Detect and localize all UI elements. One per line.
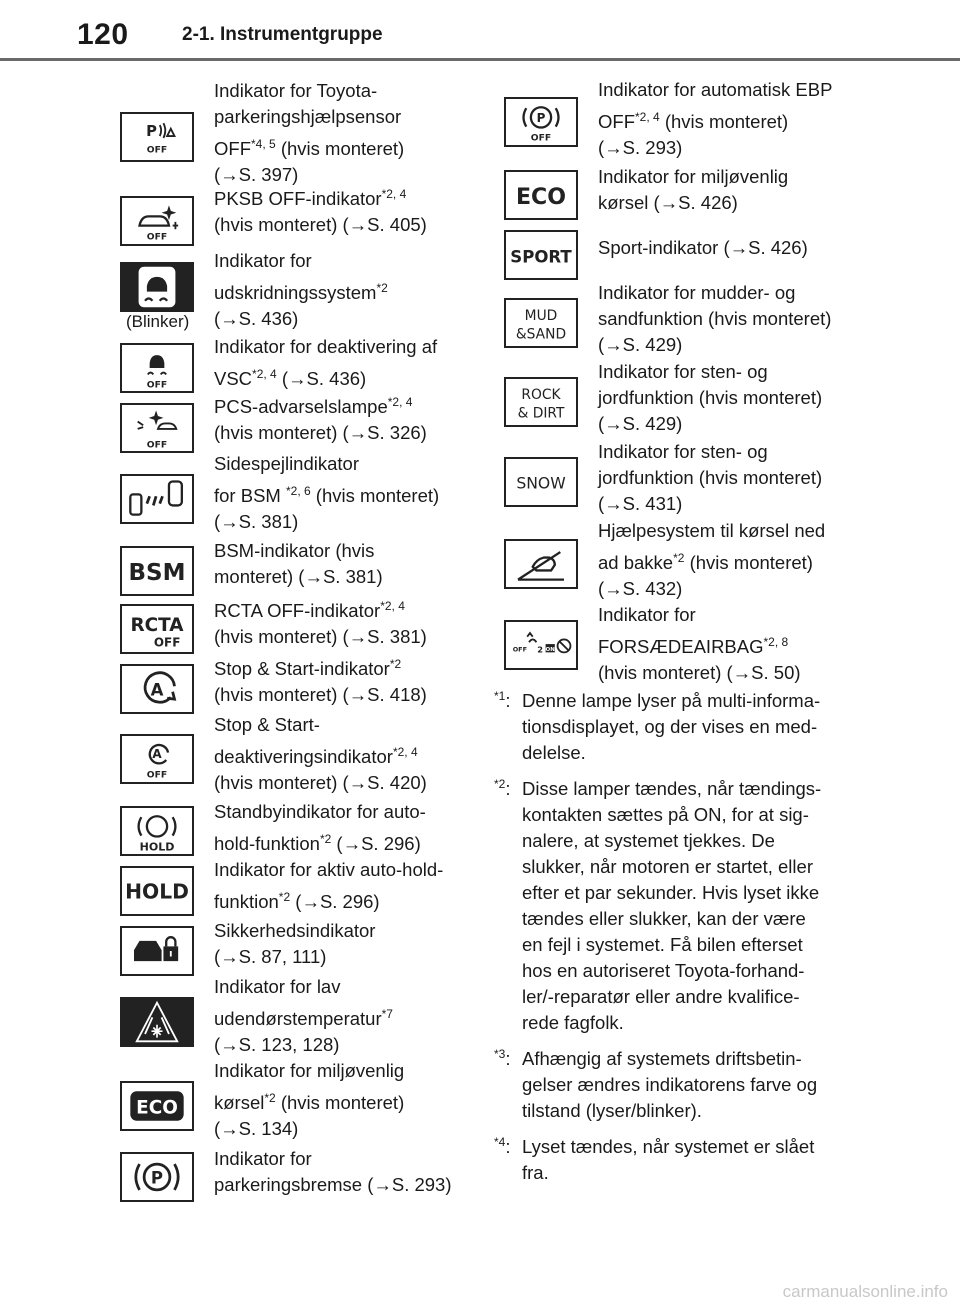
description-line [214,889,443,915]
description-line [214,212,427,238]
rock-dirt-icon [504,377,578,427]
footnote-reference: *2 [389,657,402,671]
indicator-description [598,602,801,686]
indicator-description [598,518,825,602]
icon-label: HOLD [139,840,175,854]
description-line [214,624,427,650]
footnote-reference: *2, 8 [763,635,789,649]
pcs-warning-icon [120,403,194,453]
description-line [214,334,437,360]
sport-mode-icon [504,230,578,280]
icon-label: OFF [146,439,168,451]
text-segment: hold-funktion [214,833,320,854]
text-segment: (→S. 397) [214,164,299,185]
description-line [214,1058,404,1084]
description-line [214,306,388,332]
description-line [598,576,825,602]
page-number: 120 [77,18,129,51]
footnote-line: gelser ændres indikatorens farve og [522,1074,818,1095]
description-line [214,1006,393,1032]
footnote-reference: *4, 5 [251,137,276,151]
footnote-line: nalere, at systemet tjekkes. De [522,830,775,851]
text-segment: (→S. 436) [214,308,299,329]
footnote-reference: *2, 4 [635,110,660,124]
low-temperature-icon [120,997,194,1047]
description-line [214,1090,404,1116]
text-segment: Indikator for sten- og [598,361,768,382]
indicator-description [214,656,427,708]
svg-text:OFF [513,645,527,653]
text-segment: kørsel (→S. 426) [598,192,738,213]
text-segment: (→S. 432) [598,578,683,599]
auto-hold-active-icon [120,866,194,916]
pksb-off-icon [120,196,194,246]
icon-label: SPORT [510,247,572,267]
icon-label: OFF [146,231,168,243]
footnote-label: $^{*3}$: [494,1047,511,1069]
icon-label: &SAND [515,326,567,343]
description-line [598,77,832,103]
footnote-label: $^{*4}$: [494,1135,511,1157]
description-line [598,190,788,216]
icon-label: ON [545,646,555,653]
text-segment: (hvis monteret) (→S. 381) [214,626,427,647]
description-line [598,411,822,437]
text-segment: (hvis monteret) [275,138,405,159]
svg-text:OFF [147,769,167,780]
watermark: carmanualsonline.info [782,1282,948,1301]
indicator-description [214,974,393,1058]
svg-text:P: P [150,1168,164,1188]
footnote-reference: *2, 4 [387,395,413,409]
text-segment: Indikator for mudder- og [598,282,796,303]
text-segment: PKSB OFF-indikator [214,188,382,209]
text-segment: OFF [598,111,635,132]
footnote-line: kontakten sættes på ON, for at sig- [522,804,809,825]
indicator-description [598,164,788,216]
description-line [214,78,404,104]
text-segment: (hvis monteret) [310,485,440,506]
svg-text:P: P [536,111,546,125]
text-segment: funktion [214,891,279,912]
text-segment: (hvis monteret) [659,111,789,132]
slip-indicator-icon [120,262,194,312]
icon-label: OFF [146,769,168,781]
footnote-line: efter et par sekunder. Hvis lyset ikke [522,882,820,903]
eco-mode-icon [504,170,578,220]
text-segment: Stop & Start-indikator [214,658,390,679]
indicator-description [214,1058,404,1142]
text-segment: BSM-indikator (hvis [214,540,375,561]
text-segment: Indikator for miljøvenlig [598,166,789,187]
footnote-reference: *2 [264,1091,276,1105]
footnote-mark: *4 [494,1135,506,1149]
description-line [214,394,427,420]
description-line [598,465,822,491]
text-segment: ad bakke [598,552,674,573]
footnote-text [522,1046,817,1124]
text-segment: (→S. 381) [214,511,299,532]
text-segment: Indikator for deaktivering af [214,336,438,357]
indicator-description [214,451,439,535]
svg-text:P: P [146,123,157,141]
footnote-line: fra. [522,1162,549,1183]
description-line [214,366,437,392]
icon-label: SNOW [516,473,566,493]
text-segment: (→S. 429) [598,413,683,434]
description-line [214,682,427,708]
description-line [598,550,825,576]
footnote-reference: *2, 4 [392,745,418,759]
footnote-reference: *2 [673,551,685,565]
svg-text:A: A [150,680,164,700]
description-line [214,1116,404,1142]
svg-text:OFF [147,379,167,390]
indicator-description [598,77,832,161]
eco-drive-icon [120,1081,194,1131]
description-line [214,420,427,446]
passenger-airbag-icon [504,620,578,670]
parking-assist-off-icon [120,112,194,162]
svg-text:OFF [147,145,167,156]
description-line [598,660,801,686]
description-line [598,135,832,161]
description-line [214,509,439,535]
snow-mode-icon [504,457,578,507]
description-line [214,1146,452,1172]
icon-label: OFF [146,144,168,156]
text-segment: Sidespejlindikator [214,453,360,474]
description-line [214,248,388,274]
vsc-off-icon [120,343,194,393]
description-line [598,109,832,135]
svg-text:MUD [525,308,558,324]
text-segment: Indikator for lav [214,976,341,997]
text-segment: (hvis monteret) (→S. 326) [214,422,427,443]
text-segment: Indikator for [214,250,312,271]
header-divider [0,58,960,61]
text-segment: (hvis monteret) (→S. 420) [214,772,427,793]
footnote-reference: *2 [376,281,388,295]
rcta-off-icon [120,604,194,654]
text-segment: (→S. 429) [598,334,683,355]
text-segment: for BSM [214,485,286,506]
svg-text:ECO [136,1097,178,1118]
text-segment: (hvis monteret) (→S. 418) [214,684,427,705]
description-line [598,439,822,465]
svg-text:ROCK [521,387,561,403]
indicator-description [214,334,437,392]
text-segment: udendørstemperatur [214,1008,382,1029]
text-segment: Hjælpesystem til kørsel ned [598,520,826,541]
footnote-line: rede fagfolk. [522,1012,624,1033]
indicator-description [214,598,427,650]
text-segment: (→S. 123, 128) [214,1034,340,1055]
text-segment: kørsel [214,1092,265,1113]
indicator-description [214,186,427,238]
svg-text:BSM [129,560,186,586]
indicator-description [598,439,822,517]
description-line [214,744,427,770]
text-segment: Indikator for automatisk EBP [598,79,833,100]
text-segment: PCS-advarselslampe [214,396,388,417]
bsm-mirror-icon [120,474,194,524]
text-segment: (→S. 296) [331,833,421,854]
description-line [598,306,831,332]
footnote-text [522,776,821,1036]
icon-label: & DIRT [517,405,565,422]
footnote-line: tændes eller slukker, kan der være [522,908,806,929]
description-line [598,235,808,261]
footnote-mark: *2 [494,777,506,791]
footnote-reference: *2 [278,890,291,904]
description-line [598,280,831,306]
text-segment: FORSÆDEAIRBAG [598,636,764,657]
text-segment: (hvis monteret) (→S. 405) [214,214,427,235]
text-segment: parkeringshjælpsensor [214,106,402,127]
icon-label: HOLD [125,879,189,904]
text-segment: monteret) (→S. 381) [214,566,383,587]
stop-start-icon [120,664,194,714]
svg-text:&SAND [516,327,566,343]
mud-sand-icon [504,298,578,348]
text-segment: Indikator for aktiv auto-hold- [214,859,444,880]
description-line [598,385,822,411]
description-line [214,104,404,130]
icon-label: ECO [136,1097,178,1119]
icon-label: ROCK [521,387,561,404]
description-line [214,538,383,564]
text-segment: Indikator for [214,1148,312,1169]
indicator-description [598,359,822,437]
svg-text:& DIRT [518,406,565,422]
text-segment: Indikator for [598,604,696,625]
svg-text:ON [546,647,556,653]
text-segment: Indikator for miljøvenlig [214,1060,405,1081]
text-segment: (→S. 293) [598,137,683,158]
description-line [214,831,426,857]
description-line [214,162,404,188]
footnote-reference: *2 [319,832,332,846]
text-segment: jordfunktion (hvis monteret) [598,467,823,488]
description-line [214,799,426,825]
text-segment: (→S. 436) [276,368,367,389]
indicator-description [598,235,808,261]
description-line [598,359,822,385]
description-line [214,483,439,509]
description-line [214,857,443,883]
description-line [598,491,822,517]
indicator-description [214,248,388,332]
bsm-icon [120,546,194,596]
icon-caption: (Blinker) [126,312,190,331]
text-segment: Standbyindikator for auto- [214,801,426,822]
svg-text:OFF [531,132,551,143]
svg-text:2: 2 [537,644,543,655]
footnote-label: $^{*1}$: [494,689,511,711]
svg-text:RCTA [130,615,184,636]
text-segment: (→S. 87, 111) [214,946,327,967]
description-line [214,918,375,944]
icon-label: OFF [530,132,552,144]
footnote-line: Disse lamper tændes, når tændings- [522,778,822,799]
indicator-description [214,1146,452,1198]
parking-brake-icon [120,1152,194,1202]
description-line [214,564,383,590]
text-segment: (hvis monteret) [275,1092,405,1113]
text-segment: (→S. 296) [290,891,380,912]
icon-label: MUD [524,308,558,325]
icon-label: OFF [146,379,168,391]
indicator-description [214,857,443,915]
footnote-line: slukker, når motoren er startet, eller [522,856,813,877]
stop-start-off-icon [120,734,194,784]
page-header [0,0,960,60]
description-line [214,136,404,162]
svg-text:OFF [147,231,167,242]
svg-text:OFF [147,439,167,450]
text-segment: Indikator for Toyota- [214,80,378,101]
icon-label: OFF [512,645,527,654]
svg-text:A: A [152,747,162,762]
text-segment: RCTA OFF-indikator [214,600,381,621]
text-segment: VSC [214,368,253,389]
section-title: 2-1. Instrumentgruppe [182,24,383,45]
downhill-assist-icon [504,539,578,589]
description-line [598,332,831,358]
text-segment: Sport-indikator (→S. 426) [598,237,808,258]
indicator-description [214,712,427,796]
description-line [214,186,427,212]
text-segment: sandfunktion (hvis monteret) [598,308,832,329]
indicator-description [214,78,404,188]
text-segment: (hvis monteret) (→S. 50) [598,662,801,683]
auto-hold-standby-icon [120,806,194,856]
text-segment: deaktiveringsindikator [214,746,393,767]
svg-text:ECO [516,185,566,210]
footnote-line: Afhængig af systemets driftsbetin- [522,1048,802,1069]
footnote-label: $^{*2}$: [494,777,511,799]
text-segment: (→S. 134) [214,1118,299,1139]
description-line [214,712,427,738]
indicator-description [214,394,427,446]
description-line [214,770,427,796]
indicator-description [214,799,426,857]
indicator-description [214,918,375,970]
description-line [214,1032,393,1058]
indicator-description [598,280,831,358]
security-icon [120,926,194,976]
text-segment: (hvis monteret) [684,552,813,573]
footnote-line: delelse. [522,742,586,763]
description-line [214,656,427,682]
footnote-text [522,1134,814,1186]
footnote-line: ler/-reparatør eller andre kvalifice- [522,986,800,1007]
footnote-reference: *2, 4 [381,187,407,201]
description-line [598,602,801,628]
icon-label: RCTA [130,614,184,636]
description-line [598,164,788,190]
footnote-line: en fejl i systemet. Få bilen efterset [522,934,803,955]
footnote-mark: *1 [494,689,506,703]
description-line [214,974,393,1000]
footnote-line: hos en autoriseret Toyota-forhand- [522,960,805,981]
text-segment: Indikator for sten- og [598,441,768,462]
auto-ebp-off-icon [504,97,578,147]
text-segment: (→S. 431) [598,493,683,514]
svg-text:SNOW [516,473,565,492]
icon-label: OFF [153,635,181,650]
svg-text:SPORT [510,247,572,266]
svg-text:HOLD [140,840,175,853]
indicator-description [214,538,383,590]
description-line [598,634,801,660]
text-segment: Stop & Start- [214,714,320,735]
footnote-reference: *7 [381,1007,393,1021]
description-line [214,944,375,970]
svg-text:HOLD [125,879,189,903]
footnote-reference: *2, 4 [380,599,405,613]
description-line [214,598,427,624]
icon-label: ECO [515,185,567,211]
footnote-line: tilstand (lyser/blinker). [522,1100,702,1121]
text-segment: Sikkerhedsindikator [214,920,376,941]
text-segment: parkeringsbremse (→S. 293) [214,1174,452,1195]
footnote-text [522,688,820,766]
description-line [214,1172,452,1198]
text-segment: OFF [214,138,251,159]
footnote-line: Lyset tændes, når systemet er slået [522,1136,815,1157]
icon-label: BSM [128,560,186,587]
text-segment: jordfunktion (hvis monteret) [598,387,823,408]
footnote-reference: *2, 6 [285,484,311,498]
description-line [214,451,439,477]
footnote-mark: *3 [494,1047,506,1061]
footnote-reference: *2, 4 [252,367,277,381]
text-segment: udskridningssystem [214,282,377,303]
description-line [214,280,388,306]
footnote-line: Denne lampe lyser på multi-informa- [522,690,821,711]
svg-text:OFF [154,635,181,649]
description-line [598,518,825,544]
footnote-line: tionsdisplayet, og der vises en med- [522,716,818,737]
